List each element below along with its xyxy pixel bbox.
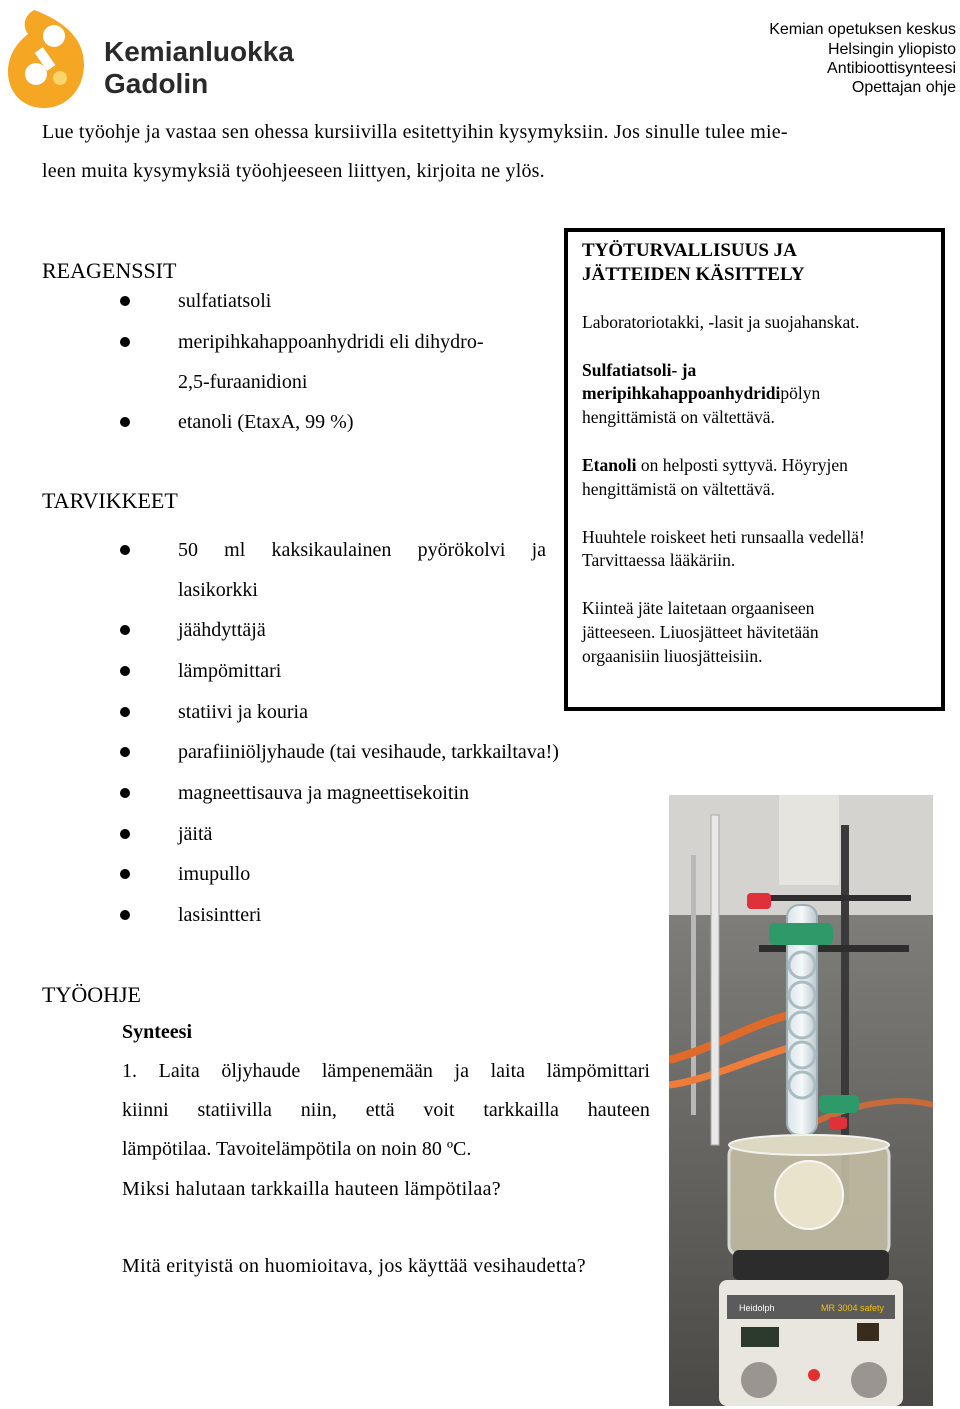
bullet: [120, 869, 130, 879]
safety-ppe: Laboratoriotakki, -lasit ja suojahanskat.: [582, 312, 860, 332]
question-2: Mitä erityistä on huomioitava, jos käyttää vesihaudetta?: [122, 1255, 586, 1277]
supply-item: jäähdyttäjä: [178, 619, 266, 641]
device-model-label: MR 3004 safety: [821, 1303, 885, 1313]
bullet: [120, 707, 130, 717]
text: pölyn: [780, 383, 821, 403]
word: tarkkailla: [483, 1099, 559, 1121]
word: lämpenemään: [321, 1060, 433, 1082]
bold-text: meripihkahappoanhydridi: [582, 383, 781, 403]
word: 50: [178, 539, 198, 561]
bullet: [120, 829, 130, 839]
safety-waste-line2: jätteeseen. Liuosjätteet hävitetään: [582, 622, 819, 642]
synthesis-subheading: Synteesi: [122, 1021, 192, 1043]
reagent-item: sulfatiatsoli: [178, 290, 272, 312]
brand-line2: Gadolin: [104, 68, 209, 99]
bullet: [120, 417, 130, 427]
bullet: [120, 910, 130, 920]
supply-item: lasisintteri: [178, 904, 262, 926]
supply-item: jäitä: [178, 823, 213, 845]
word: kiinni: [122, 1099, 169, 1121]
word: öljyhaude: [221, 1060, 301, 1082]
word: hauteen: [587, 1099, 650, 1121]
bullet: [120, 788, 130, 798]
word: statiivilla: [197, 1099, 272, 1121]
supply-item-flask: [178, 538, 546, 562]
bold-text: Sulfatiatsoli- ja: [582, 360, 697, 380]
word: että: [365, 1099, 395, 1121]
safety-rinse-line1: Huuhtele roiskeet heti runsaalla vedellä!: [582, 527, 865, 547]
word: pyörökolvi: [417, 539, 506, 561]
supply-item: lämpömittari: [178, 660, 282, 682]
safety-dust-line1: [582, 359, 696, 381]
safety-rinse-line2: Tarvittaessa lääkäriin.: [582, 550, 736, 570]
word: laita: [490, 1060, 526, 1082]
intro-line1: Lue työohje ja vastaa sen ohessa kursiivilla esitettyihin kysymyksiin. Jos sinulle tulee mie-: [42, 121, 788, 143]
step1-line1: [122, 1059, 650, 1083]
safety-waste-line1: Kiinteä jäte laitetaan orgaaniseen: [582, 598, 815, 618]
text: on helposti syttyvä. Höyryjen: [636, 455, 848, 475]
supplies-heading: TARVIKKEET: [42, 488, 178, 513]
safety-dust-line3: hengittämistä on vältettävä.: [582, 407, 775, 427]
safety-ethanol-line1: [582, 454, 848, 476]
org-line: Opettajan ohje: [851, 79, 956, 96]
reagent-item-continued: 2,5-furaanidioni: [178, 371, 308, 393]
safety-ethanol-line2: hengittämistä on vältettävä.: [582, 479, 775, 499]
brand-line1: Kemianluokka: [104, 36, 294, 67]
reagents-heading: REAGENSSIT: [42, 258, 177, 283]
safety-waste-line3: orgaanisiin liuosjätteisiin.: [582, 646, 763, 666]
word: lämpömittari: [546, 1060, 650, 1082]
reagent-item: meripihkahappoanhydridi eli dihydro-: [178, 331, 484, 353]
word: ml: [224, 539, 246, 561]
intro-line2: leen muita kysymyksiä työohjeeseen liittyen, kirjoita ne ylös.: [42, 160, 545, 182]
step1-line2: [122, 1098, 650, 1122]
word: voit: [423, 1099, 455, 1121]
gadolin-logo: [4, 6, 88, 110]
bullet: [120, 625, 130, 635]
supply-item: parafiiniöljyhaude (tai vesihaude, tarkkailtava!): [178, 741, 559, 763]
safety-title-line1: TYÖTURVALLISUUS JA: [582, 240, 797, 261]
question-1: Miksi halutaan tarkkailla hauteen lämpötilaa?: [122, 1178, 501, 1200]
org-line: Helsingin yliopisto: [827, 41, 956, 58]
apparatus-photo: [669, 795, 933, 1406]
word: kaksikaulainen: [271, 539, 392, 561]
org-line: Antibioottisynteesi: [827, 60, 956, 77]
supply-item: statiivi ja kouria: [178, 701, 308, 723]
bullet: [120, 666, 130, 676]
org-line: Kemian opetuksen keskus: [769, 21, 956, 38]
word: Laita: [158, 1060, 200, 1082]
word: ja: [454, 1060, 469, 1082]
bullet: [120, 747, 130, 757]
bold-text: Etanoli: [582, 455, 637, 475]
safety-dust-line2: [582, 382, 820, 404]
device-brand-label: Heidolph: [739, 1303, 775, 1313]
bullet: [120, 545, 130, 555]
instructions-heading: TYÖOHJE: [42, 982, 141, 1007]
step1-line3: lämpötilaa. Tavoitelämpötila on noin 80 ºC.: [122, 1138, 472, 1160]
supply-item-continued: lasikorkki: [178, 579, 258, 601]
bullet: [120, 296, 130, 306]
supply-item: imupullo: [178, 863, 251, 885]
safety-title-line2: JÄTTEIDEN KÄSITTELY: [582, 264, 805, 285]
reagent-item: etanoli (EtaxA, 99 %): [178, 411, 354, 433]
bullet: [120, 337, 130, 347]
word: niin,: [300, 1099, 337, 1121]
word: ja: [531, 539, 546, 561]
word: 1.: [122, 1060, 137, 1082]
supply-item: magneettisauva ja magneettisekoitin: [178, 782, 470, 804]
